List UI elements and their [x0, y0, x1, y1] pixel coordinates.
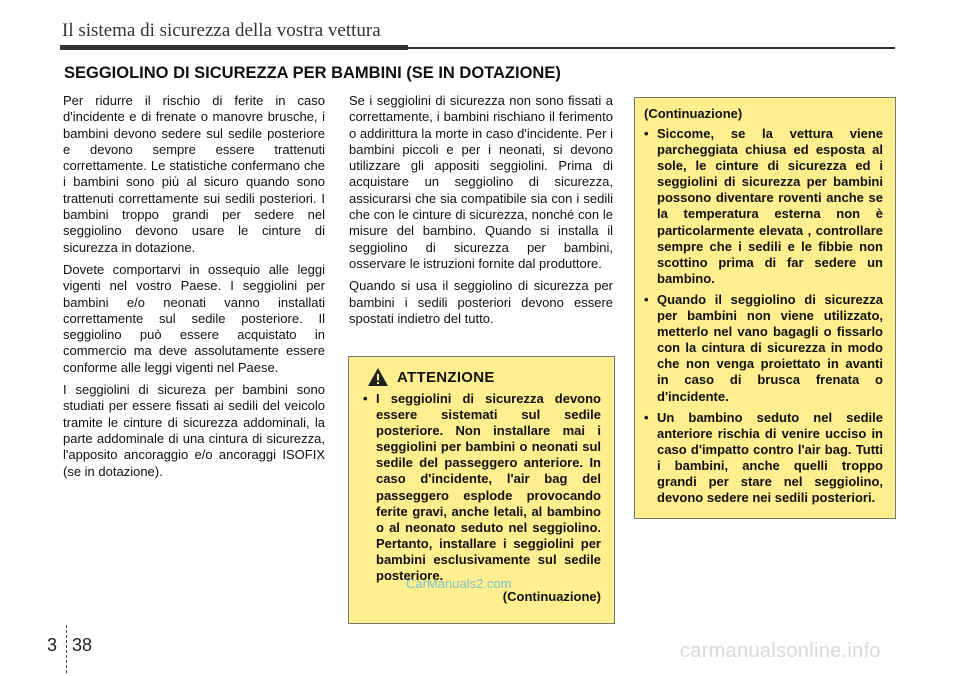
warning-triangle-icon — [367, 367, 389, 387]
warning-list — [363, 391, 601, 584]
watermark-text: CarManuals2.com — [406, 576, 512, 591]
header-bar — [60, 45, 408, 50]
paragraph: Per ridurre il rischio di ferite in caso d'incidente e di frenate o manovre brusche, i bambini devono sedere sul sedile posteriore e devono sempre essere trattenuti correttamente. Le statistiche confermano che i bambini sono più al sicuro quando sono trattenuti correttamente sui sedili posteriori. I bambini troppo grandi per sedere nel seggiolino devono usare le cinture di sicurezza in dotazione. — [63, 93, 325, 255]
paragraph: Dovete comportarvi in ossequio alle leggi vigenti nel vostro Paese. I seggiolini per bambini e/o neonati vanno installati correttamente sul sedile posteriore. Il seggiolino può essere acquistato in commercio ma deve assolutamente essere conforme alle leggi vigenti nel Paese. — [63, 261, 325, 375]
continuation-label: (Continuazione) — [644, 106, 743, 121]
list-item-text: I seggiolini di sicurezza devono essere sistemati sul sedile posteriore. Non installare mai i seggiolini per bambini o neonati sul sedile del passeggero anteriore. In caso d'incidente, l'air bag del passeggero esplode provocando ferite gravi, anche letali, al bambino o al neonato seduto nel seggiolino. Pertanto, installare i seggiolini per bambini esclusivamente sul sedile posteriore. — [376, 391, 601, 584]
continued-label: (Continuazione) — [502, 589, 601, 605]
header-rule — [408, 47, 895, 49]
text-column-middle — [349, 93, 613, 333]
footer-divider — [66, 625, 67, 673]
section-title: SEGGIOLINO DI SICUREZZA PER BAMBINI (SE IN DOTAZIONE) — [64, 64, 561, 82]
page-number: 38 — [72, 635, 93, 655]
bullet: • — [644, 409, 649, 425]
continuation-box — [634, 97, 896, 519]
bullet: • — [644, 291, 649, 307]
header-title: Il sistema di sicurezza della vostra vettura — [62, 20, 381, 41]
list-item — [644, 126, 883, 287]
warning-title: ATTENZIONE — [397, 368, 495, 386]
list-item-text: Siccome, se la vettura viene parcheggiata chiusa ed esposta al sole, le cinture di sicurezza ed i seggiolini di sicurezza per bambini possono diventare roventi anche se la temperatura esterna non è particolarmente elevata , controllare sempre che i sedili e le fibbie non scottino prima di far sedere un bambino. — [657, 126, 883, 286]
bullet: • — [363, 391, 368, 406]
text-column-left — [63, 93, 325, 486]
warning-header — [367, 367, 601, 387]
list-item-text: Un bambino seduto nel sedile anteriore rischia di venire ucciso in caso d'impatto contro l'air bag. Tutti i bambini, anche quelli troppo grandi per stare nel seggiolino, devono sedere nei sedili posteriori. — [657, 409, 883, 506]
chapter-number: 3 — [47, 635, 58, 655]
list-item — [363, 391, 601, 584]
paragraph: I seggiolini di sicureza per bambini sono studiati per essere fissati ai sedili del veicolo tramite le cinture di sicurezza addominali, la parte addominale di una cintura di sicurezza, l'apposito ancoraggio e/o ancoraggi ISOFIX (se in dotazione). — [63, 382, 325, 479]
list-item — [644, 410, 883, 507]
list-item-text: Quando il seggiolino di sicurezza per bambini non viene utilizzato, metterlo nel vano bagagli o fissarlo con la cintura di sicurezza in modo che non venga proiettato in avanti in caso di brusca frenata o d'incidente. — [657, 291, 883, 404]
site-watermark[interactable]: carmanualsonline.info — [680, 640, 881, 662]
paragraph: Quando si usa il seggiolino di sicurezza per bambini i sedili posteriori devono essere spostati indietro del tutto. — [349, 278, 613, 326]
list-item — [644, 292, 883, 405]
bullet: • — [644, 126, 649, 141]
paragraph: Se i seggiolini di sicurezza non sono fissati a correttamente, i bambini rischiano il ferimento o addirittura la morte in caso d'incidente. Per i bambini piccoli e per i neonati, si devono utilizzare gli appositi seggiolini. Prima di acquistare un seggiolino di sicurezza, assicurarsi che sia compatibile sia con i sedili che con le cinture di sicurezza, nonché con le misure del bambino. Quando si installa il seggiolino di sicurezza per bambini, osservare le istruzioni fornite dal produttore. — [349, 93, 613, 271]
continuation-list — [644, 126, 883, 506]
